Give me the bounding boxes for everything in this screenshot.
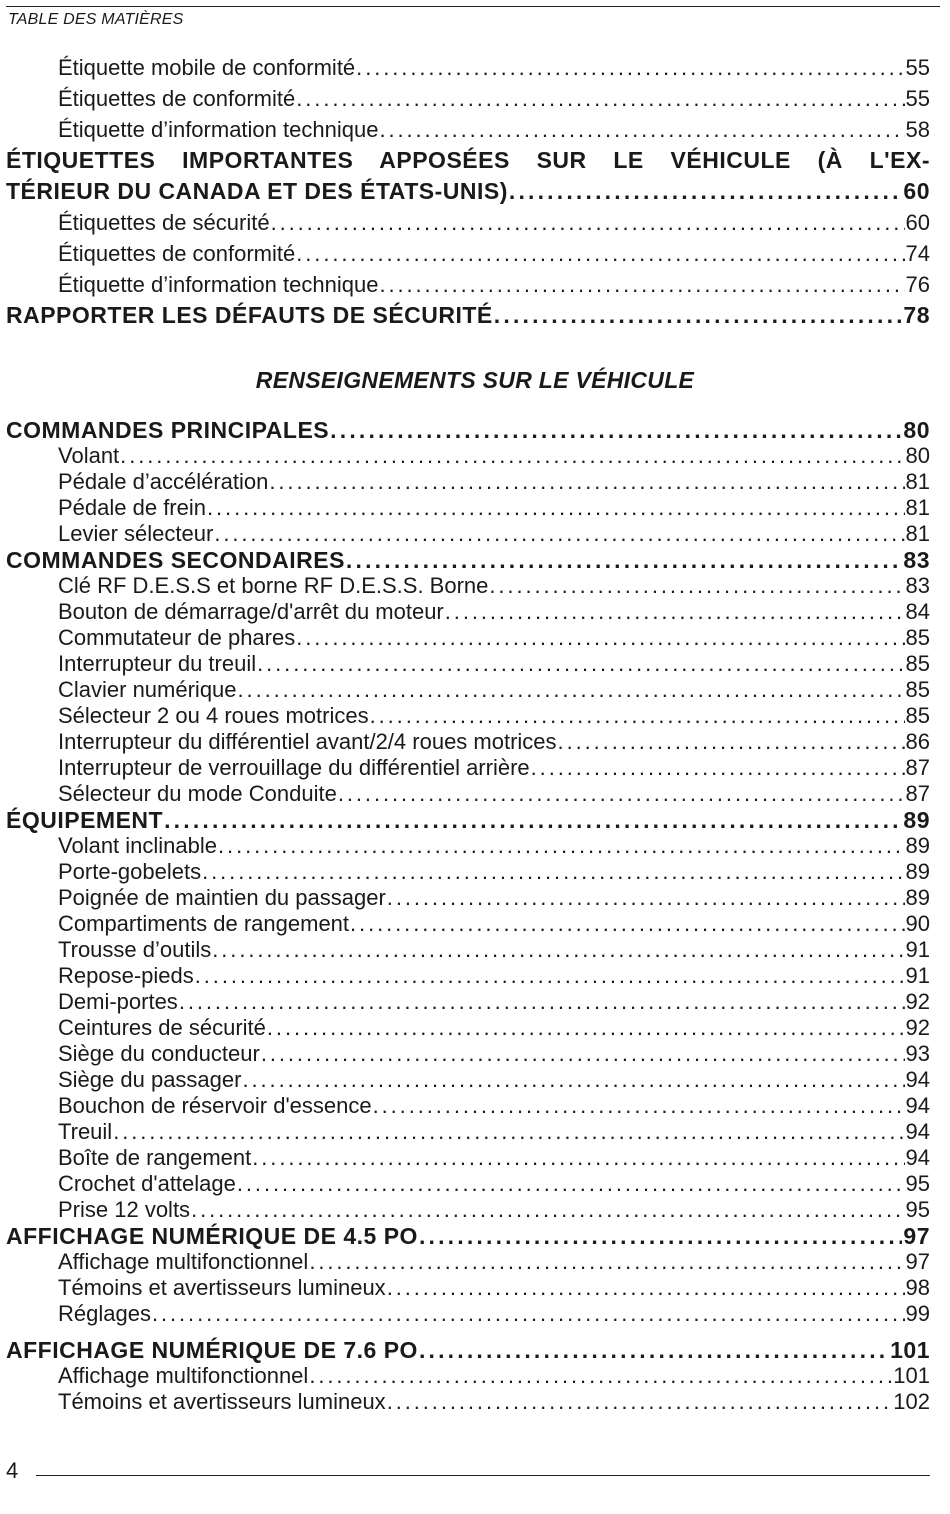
toc-entry-title: Interrupteur du différentiel avant/2/4 roues motrices — [58, 729, 557, 754]
dot-leader — [419, 1337, 889, 1363]
toc-entry — [0, 989, 950, 1015]
toc-entry-title: COMMANDES SECONDAIRES — [6, 547, 345, 573]
dot-leader — [558, 729, 905, 755]
toc-entry-page: 81 — [905, 495, 930, 520]
toc-entry — [0, 599, 950, 625]
toc-entry-page: 101 — [890, 1337, 930, 1363]
toc-entry-title: Sélecteur 2 ou 4 roues motrices — [58, 703, 369, 728]
toc-entry-title: Interrupteur de verrouillage du différentiel arrière — [58, 755, 530, 780]
toc-entry-page: 95 — [905, 1171, 930, 1196]
dot-leader — [338, 781, 905, 807]
toc-entry-page: 94 — [905, 1145, 930, 1170]
toc-entry-page: 89 — [905, 885, 930, 910]
toc-entry — [0, 1389, 950, 1415]
dot-leader — [152, 1301, 905, 1327]
toc-entry-title: Étiquette mobile de conformité — [58, 55, 356, 80]
toc-entry-title: Interrupteur du treuil — [58, 651, 257, 676]
toc-entry — [0, 52, 950, 83]
toc-entry-page: 60 — [905, 210, 930, 235]
toc-entry-page: 86 — [905, 729, 930, 754]
toc-entry-page: 60 — [903, 178, 930, 204]
dot-leader — [379, 269, 904, 300]
toc-entry-page: 80 — [903, 417, 930, 443]
toc-entry-title: Témoins et avertisseurs lumineux — [58, 1275, 386, 1300]
running-head: TABLE DES MATIÈRES — [8, 11, 184, 28]
page-number: 4 — [6, 1458, 19, 1483]
toc-entry-title: Affichage multifonctionnel — [58, 1363, 309, 1388]
toc-entry — [0, 1119, 950, 1145]
toc-entry-page: 92 — [905, 989, 930, 1014]
toc-entry-title: Témoins et avertisseurs lumineux — [58, 1389, 386, 1414]
toc-entry-page: 95 — [905, 1197, 930, 1222]
dot-leader — [373, 1093, 905, 1119]
toc-chapter-entry — [0, 300, 950, 331]
toc-entry — [0, 83, 950, 114]
toc-entry-title: Compartiments de rangement — [58, 911, 350, 936]
toc-entry — [0, 1015, 950, 1041]
dot-leader — [296, 83, 904, 114]
toc-entry-title: Clavier numérique — [58, 677, 237, 702]
toc-entry-title: Clé RF D.E.S.S et borne RF D.E.S.S. Borne — [58, 573, 489, 598]
dot-leader — [212, 937, 904, 963]
dot-leader — [191, 1197, 904, 1223]
toc-entry — [0, 729, 950, 755]
toc-entry-page: 85 — [905, 625, 930, 650]
toc-entry — [0, 937, 950, 963]
toc-entry — [0, 469, 950, 495]
toc-entry-page: 85 — [905, 703, 930, 728]
toc-entry-title: Bouton de démarrage/d'arrêt du moteur — [58, 599, 444, 624]
toc-entry-wrapped-line2 — [0, 176, 950, 207]
toc-entry-title: Commutateur de phares — [58, 625, 296, 650]
toc-entry — [0, 755, 950, 781]
dot-leader — [494, 300, 903, 331]
dot-leader — [445, 599, 905, 625]
toc-entry — [0, 269, 950, 300]
toc-entry — [0, 703, 950, 729]
toc-upper — [0, 52, 950, 331]
toc-entry-page: 83 — [905, 573, 930, 598]
toc-entry-title: RAPPORTER LES DÉFAUTS DE SÉCURITÉ — [6, 302, 493, 328]
toc-entry-page: 58 — [905, 117, 930, 142]
dot-leader — [296, 238, 904, 269]
dot-leader — [489, 573, 904, 599]
dot-leader — [120, 443, 904, 469]
toc-entry — [0, 885, 950, 911]
toc-lower — [0, 417, 950, 1415]
toc-entry-page: 55 — [905, 55, 930, 80]
toc-entry — [0, 963, 950, 989]
toc-entry-page: 89 — [903, 807, 930, 833]
dot-leader — [164, 807, 902, 833]
dot-leader — [261, 1041, 905, 1067]
toc-entry — [0, 443, 950, 469]
dot-leader — [309, 1249, 904, 1275]
toc-entry — [0, 573, 950, 599]
dot-leader — [179, 989, 905, 1015]
toc-entry-page: 76 — [905, 272, 930, 297]
dot-leader — [113, 1119, 904, 1145]
dot-leader — [379, 114, 904, 145]
toc-entry-title: Prise 12 volts — [58, 1197, 191, 1222]
toc-entry-title: Trousse d’outils — [58, 937, 212, 962]
toc-chapter-entry — [0, 1337, 950, 1363]
dot-leader — [238, 677, 905, 703]
toc-chapter-entry — [0, 547, 950, 573]
toc-entry-page: 98 — [905, 1275, 930, 1300]
toc-entry-page: 99 — [905, 1301, 930, 1326]
toc-entry-title: Siège du passager — [58, 1067, 242, 1092]
toc-entry-title: Crochet d'attelage — [58, 1171, 236, 1196]
toc-entry-page: 102 — [893, 1389, 930, 1414]
toc-entry-title: Étiquettes de conformité — [58, 86, 296, 111]
toc-entry — [0, 238, 950, 269]
dot-leader — [370, 703, 905, 729]
toc-entry-title: Boîte de rangement — [58, 1145, 252, 1170]
toc-entry-title: Bouchon de réservoir d'essence — [58, 1093, 372, 1118]
toc-entry-page: 94 — [905, 1093, 930, 1118]
toc-entry — [0, 1145, 950, 1171]
header-rule — [6, 6, 940, 7]
toc-entry-title: Levier sélecteur — [58, 521, 214, 546]
toc-entry — [0, 651, 950, 677]
toc-entry — [0, 833, 950, 859]
dot-leader — [269, 469, 904, 495]
toc-entry-wrapped-line1: ÉTIQUETTES IMPORTANTES APPOSÉES SUR LE VÉHICULE (À L'EX- — [6, 147, 930, 173]
dot-leader — [202, 859, 904, 885]
toc-entry-title: Étiquette d’information technique — [58, 272, 379, 297]
dot-leader — [195, 963, 905, 989]
toc-entry — [0, 1197, 950, 1223]
toc-entry — [0, 521, 950, 547]
toc-entry-title: Siège du conducteur — [58, 1041, 260, 1066]
dot-leader — [509, 176, 903, 207]
toc-entry — [0, 911, 950, 937]
dot-leader — [218, 833, 905, 859]
dot-leader — [271, 207, 905, 238]
dot-leader — [214, 521, 904, 547]
toc-entry-title: Poignée de maintien du passager — [58, 885, 386, 910]
toc-entry-page: 87 — [905, 755, 930, 780]
dot-leader — [387, 1275, 905, 1301]
toc-entry — [0, 114, 950, 145]
dot-leader — [242, 1067, 904, 1093]
dot-leader — [257, 651, 904, 677]
toc-entry-title: Treuil — [58, 1119, 113, 1144]
section-title: RENSEIGNEMENTS SUR LE VÉHICULE — [255, 367, 695, 393]
toc-entry — [0, 1041, 950, 1067]
toc-entry-title: ÉQUIPEMENT — [6, 807, 164, 833]
dot-leader — [356, 52, 904, 83]
toc-entry-title: Pédale d’accélération — [58, 469, 269, 494]
toc-entry-page: 85 — [905, 651, 930, 676]
dot-leader — [207, 495, 905, 521]
toc-entry-page: 94 — [905, 1119, 930, 1144]
toc-entry-title: Pédale de frein — [58, 495, 206, 520]
toc-entry-page: 97 — [905, 1249, 930, 1274]
toc-entry-title: Repose-pieds — [58, 963, 194, 988]
toc-entry-page: 83 — [903, 547, 930, 573]
dot-leader — [237, 1171, 905, 1197]
toc-entry-title: Volant inclinable — [58, 833, 218, 858]
toc-entry-page: 78 — [903, 302, 930, 328]
toc-entry-title: Étiquettes de sécurité — [58, 210, 270, 235]
dot-leader — [296, 625, 904, 651]
toc-entry — [0, 1301, 950, 1327]
toc-entry-title: Sélecteur du mode Conduite — [58, 781, 337, 806]
footer-rule — [36, 1475, 930, 1476]
dot-leader — [387, 885, 905, 911]
toc-entry — [0, 859, 950, 885]
toc-entry-page: 81 — [905, 521, 930, 546]
toc-entry-page: 94 — [905, 1067, 930, 1092]
dot-leader — [531, 755, 905, 781]
toc-entry-page: 55 — [905, 86, 930, 111]
toc-entry-page: 74 — [905, 241, 930, 266]
toc-entry-page: 91 — [905, 963, 930, 988]
dot-leader — [350, 911, 904, 937]
toc-entry-title: Étiquettes de conformité — [58, 241, 296, 266]
toc-entry-page: 101 — [893, 1363, 930, 1388]
toc-entry-title: Porte-gobelets — [58, 859, 202, 884]
dot-leader — [419, 1223, 902, 1249]
toc-entry-page: 85 — [905, 677, 930, 702]
dot-leader — [252, 1145, 904, 1171]
toc-entry-page: 97 — [903, 1223, 930, 1249]
toc-entry — [0, 677, 950, 703]
dot-leader — [309, 1363, 892, 1389]
toc-entry — [0, 1275, 950, 1301]
toc-entry-page: 87 — [905, 781, 930, 806]
toc-entry — [0, 1067, 950, 1093]
toc-entry — [0, 207, 950, 238]
toc-entry-title: Ceintures de sécurité — [58, 1015, 266, 1040]
toc-entry-page: 81 — [905, 469, 930, 494]
toc-entry-page: 89 — [905, 833, 930, 858]
dot-leader — [387, 1389, 893, 1415]
dot-leader — [330, 417, 902, 443]
toc-entry-page: 92 — [905, 1015, 930, 1040]
toc-entry — [0, 495, 950, 521]
toc-entry-page: 80 — [905, 443, 930, 468]
toc-entry-title: Demi-portes — [58, 989, 178, 1014]
toc-entry — [0, 1093, 950, 1119]
toc-entry — [0, 1171, 950, 1197]
toc-entry — [0, 781, 950, 807]
toc-entry-title: Réglages — [58, 1301, 151, 1326]
toc-entry-title: Affichage multifonctionnel — [58, 1249, 309, 1274]
toc-entry-page: 84 — [905, 599, 930, 624]
dot-leader — [267, 1015, 905, 1041]
toc-entry-title: Volant — [58, 443, 120, 468]
toc-entry-page: 91 — [905, 937, 930, 962]
toc-entry-title: COMMANDES PRINCIPALES — [6, 417, 330, 443]
toc-entry-title: AFFICHAGE NUMÉRIQUE DE 4.5 PO — [6, 1223, 418, 1249]
toc-entry-page: 89 — [905, 859, 930, 884]
toc-chapter-entry — [0, 807, 950, 833]
toc-entry — [0, 1249, 950, 1275]
toc-entry-page: 90 — [905, 911, 930, 936]
toc-chapter-entry — [0, 1223, 950, 1249]
toc-chapter-entry — [0, 417, 950, 443]
toc-entry — [0, 1363, 950, 1389]
toc-entry-title: TÉRIEUR DU CANADA ET DES ÉTATS-UNIS) — [6, 178, 508, 204]
dot-leader — [346, 547, 902, 573]
toc-entry-page: 93 — [905, 1041, 930, 1066]
toc-entry — [0, 625, 950, 651]
toc-entry-title: AFFICHAGE NUMÉRIQUE DE 7.6 PO — [6, 1337, 418, 1363]
toc-entry-title: Étiquette d’information technique — [58, 117, 379, 142]
